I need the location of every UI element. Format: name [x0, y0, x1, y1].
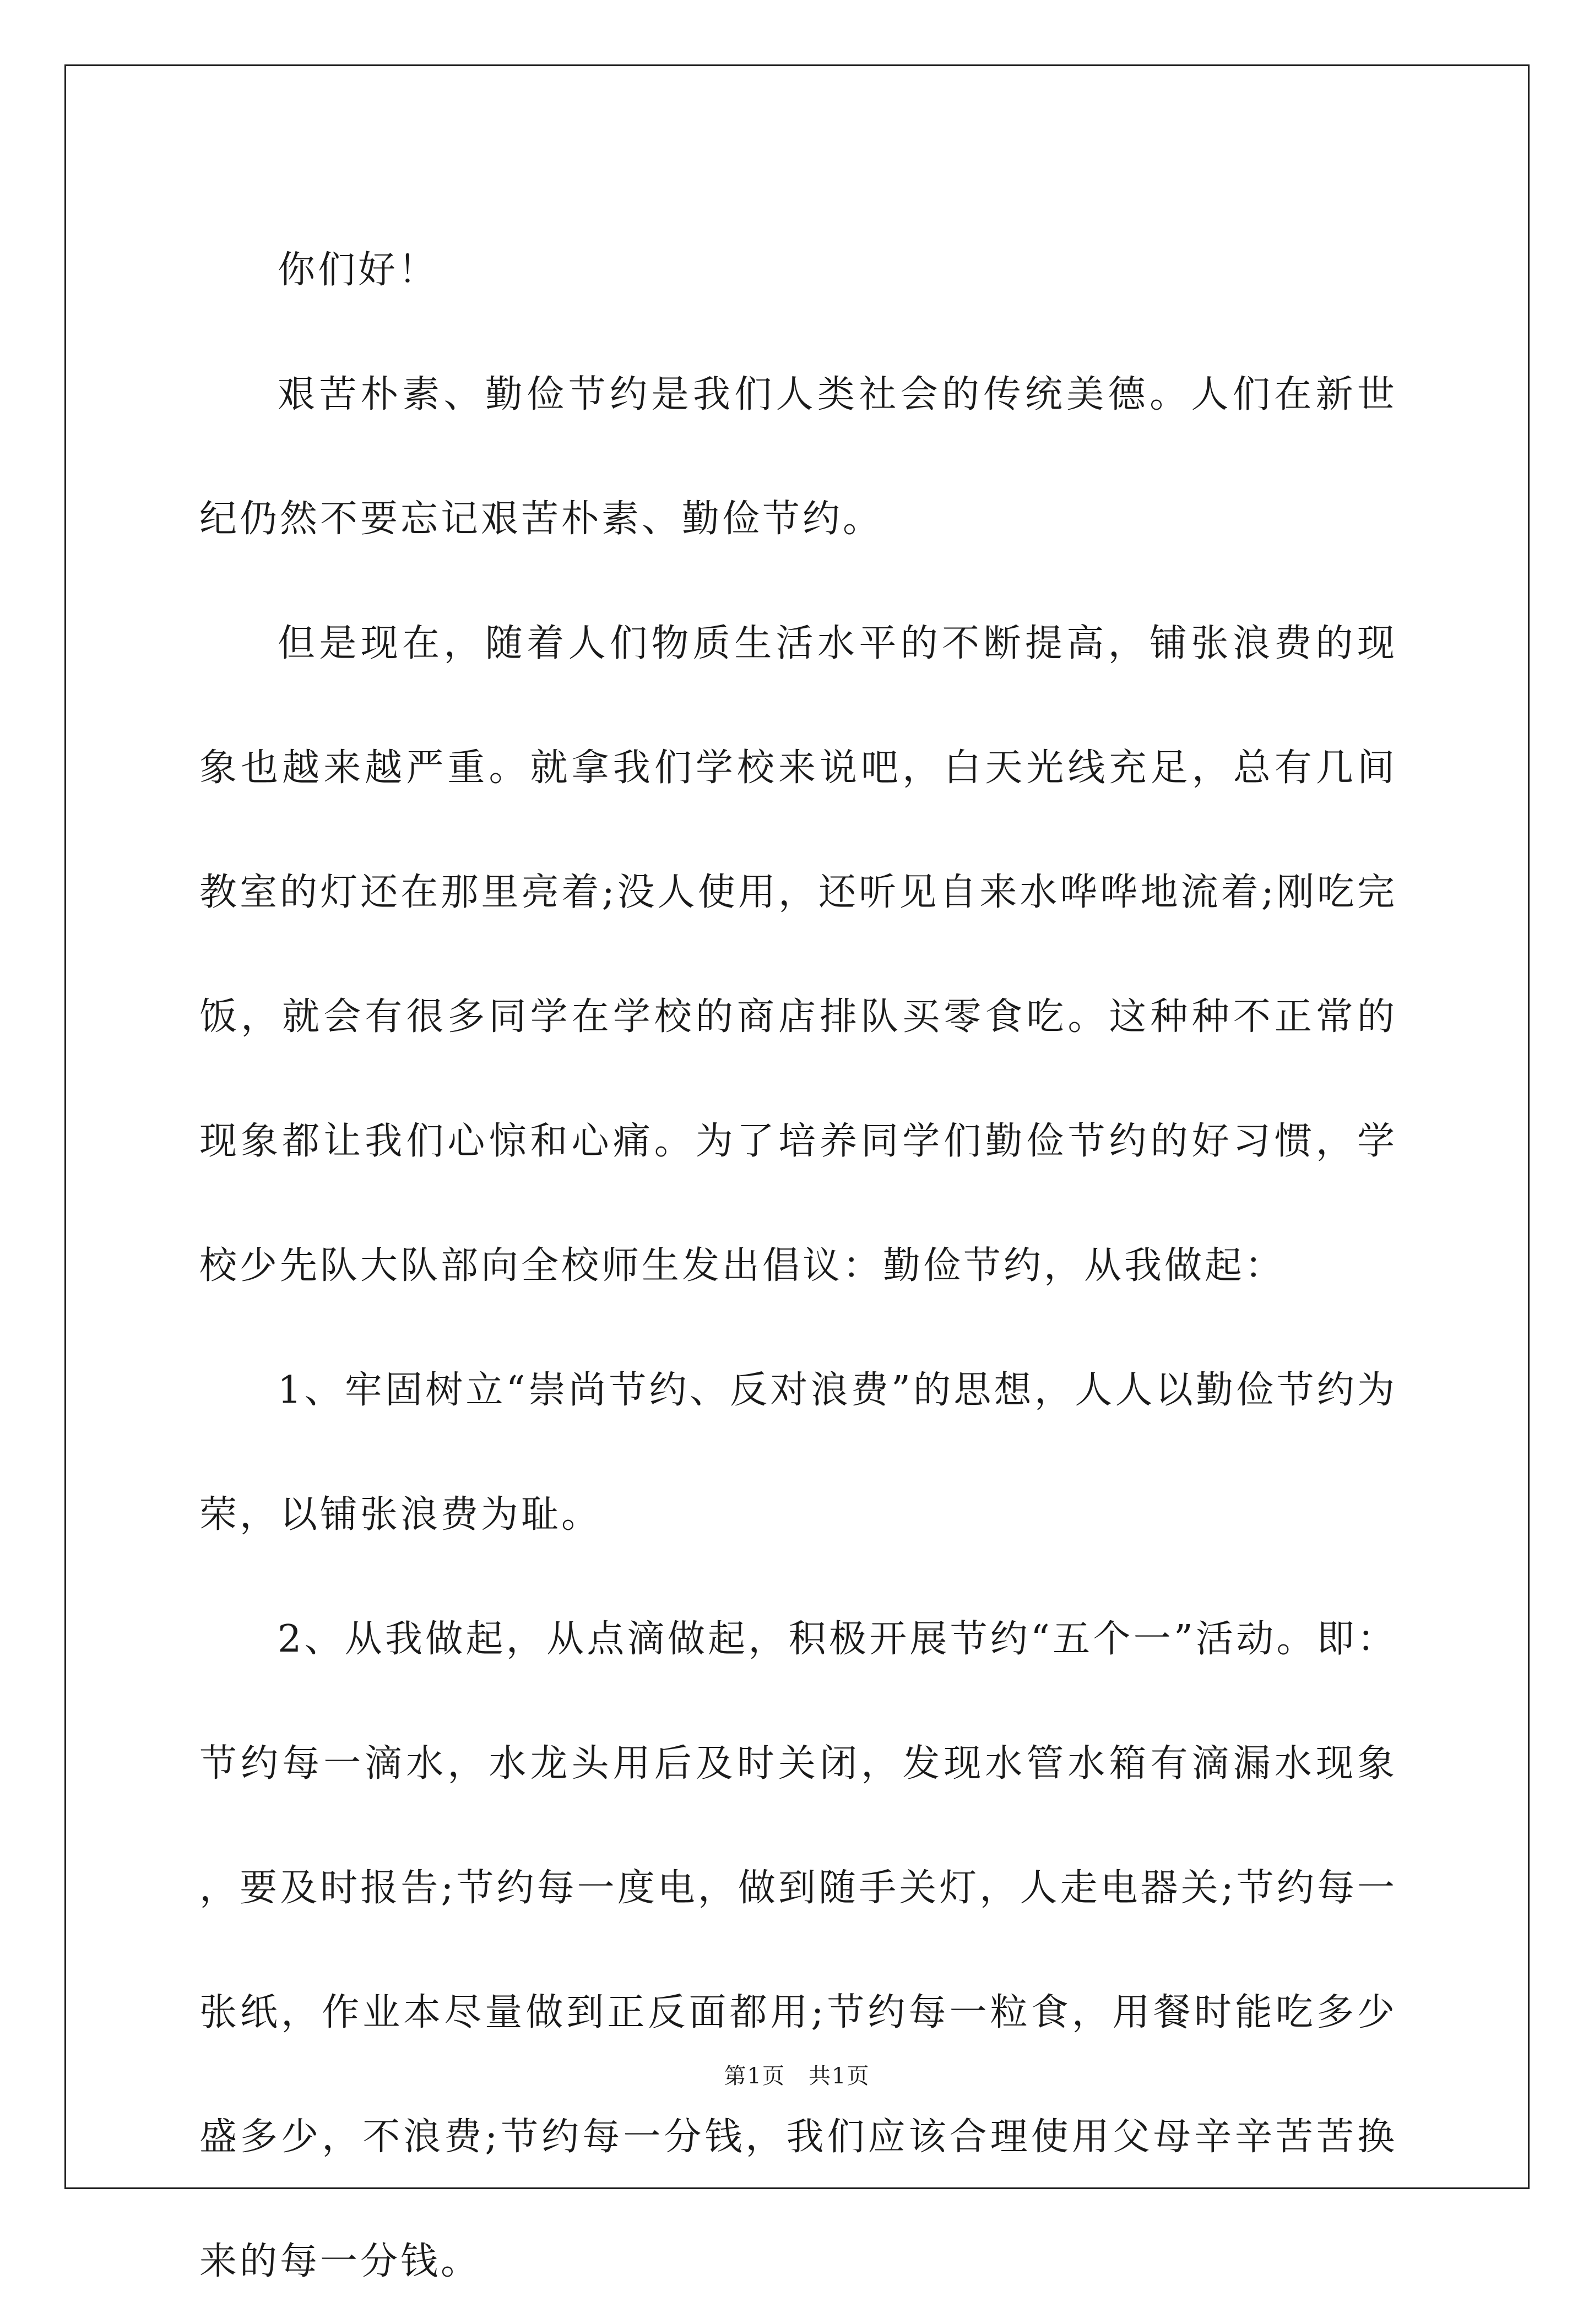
paragraph-4: 2、从我做起，从点滴做起，积极开展节约“五个一”活动。即：节约每一滴水，水龙头用后及时关闭，发现水管水箱有滴漏水现象，要及时报告;节约每一度电，做到随手关灯，人走电器关;节约每一张纸，作业本尽量做到正反面都用;节约每一粒食，用餐时能吃多少盛多少，不浪费;节约每一分钱，我们应该合理使用父母辛辛苦苦换来的每一分钱。: [199, 1617, 1397, 2283]
paragraph-3: 1、牢固树立“崇尚节约、反对浪费”的思想，人人以勤俭节约为荣，以铺张浪费为耻。: [199, 1369, 1397, 1536]
paragraph-1: 艰苦朴素、勤俭节约是我们人类社会的传统美德。人们在新世纪仍然不要忘记艰苦朴素、勤俭节约。: [199, 373, 1397, 541]
page-footer: 第1页 共1页: [724, 2064, 870, 2089]
paragraph-2: 但是现在，随着人们物质生活水平的不断提高，铺张浪费的现象也越来越严重。就拿我们学校来说吧，白天光线充足，总有几间教室的灯还在那里亮着;没人使用，还听见自来水哗哗地流着;刚吃完饭，就会有很多同学在学校的商店排队买零食吃。这种种不正常的现象都让我们心惊和心痛。为了培养同学们勤俭节约的好习惯，学校少先队大队部向全校师生发出倡议：勤俭节约，从我做起：: [199, 622, 1397, 1288]
document-body: [199, 208, 1397, 2324]
greeting: 你们好！: [278, 248, 439, 292]
